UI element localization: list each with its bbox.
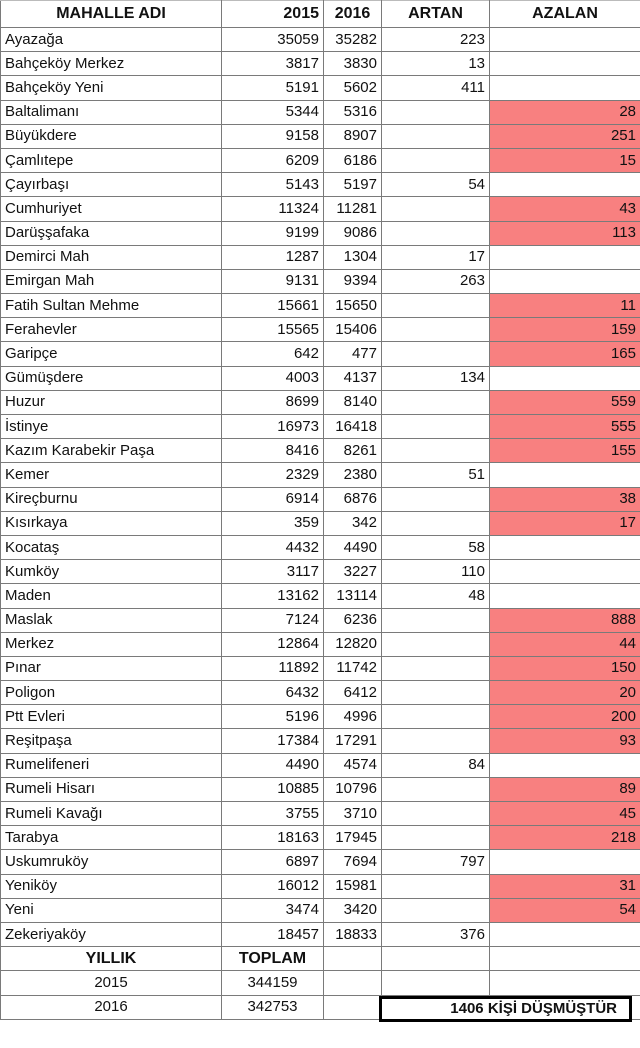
table-row [1, 705, 640, 729]
cell-azalan [490, 76, 640, 100]
table-row [1, 874, 640, 898]
cell-2015: 3817 [222, 52, 324, 76]
cell-2016: 8907 [324, 124, 382, 148]
empty-cell [382, 947, 490, 971]
cell-2015: 11892 [222, 656, 324, 680]
cell-artan [382, 487, 490, 511]
table-row [1, 560, 640, 584]
header-row [1, 1, 640, 28]
cell-2015: 4490 [222, 753, 324, 777]
cell-artan [382, 390, 490, 414]
cell-mahalle: Reşitpaşa [1, 729, 222, 753]
cell-mahalle: Darüşşafaka [1, 221, 222, 245]
cell-mahalle: Çamlıtepe [1, 148, 222, 172]
cell-2015: 8699 [222, 390, 324, 414]
table-row [1, 245, 640, 269]
table-row [1, 269, 640, 293]
cell-mahalle: Cumhuriyet [1, 197, 222, 221]
cell-2016: 3830 [324, 52, 382, 76]
cell-2016: 1304 [324, 245, 382, 269]
cell-mahalle: Çayırbaşı [1, 173, 222, 197]
summary-year-header: YILLIK [1, 947, 222, 971]
cell-artan [382, 221, 490, 245]
table-row [1, 366, 640, 390]
cell-2016: 10796 [324, 777, 382, 801]
cell-2016: 4490 [324, 535, 382, 559]
cell-azalan: 155 [490, 439, 640, 463]
summary-total-header: TOPLAM [222, 947, 324, 971]
cell-mahalle: Zekeriyaköy [1, 922, 222, 946]
cell-artan [382, 705, 490, 729]
header-2016: 2016 [324, 1, 382, 28]
cell-2016: 2380 [324, 463, 382, 487]
cell-2016: 3710 [324, 802, 382, 826]
table-row [1, 463, 640, 487]
cell-2016: 4574 [324, 753, 382, 777]
cell-artan: 263 [382, 269, 490, 293]
table-row [1, 28, 640, 52]
cell-azalan: 218 [490, 826, 640, 850]
cell-artan [382, 681, 490, 705]
cell-mahalle: Rumeli Hisarı [1, 777, 222, 801]
cell-artan [382, 148, 490, 172]
cell-2015: 3117 [222, 560, 324, 584]
cell-mahalle: Maden [1, 584, 222, 608]
cell-2016: 5316 [324, 100, 382, 124]
table-row [1, 148, 640, 172]
cell-2016: 477 [324, 342, 382, 366]
cell-azalan: 251 [490, 124, 640, 148]
cell-mahalle: Maslak [1, 608, 222, 632]
cell-artan: 134 [382, 366, 490, 390]
cell-artan [382, 874, 490, 898]
cell-2015: 16012 [222, 874, 324, 898]
cell-azalan: 20 [490, 681, 640, 705]
cell-2016: 18833 [324, 922, 382, 946]
cell-artan [382, 608, 490, 632]
cell-azalan [490, 463, 640, 487]
cell-2016: 35282 [324, 28, 382, 52]
cell-azalan [490, 173, 640, 197]
summary-year: 2015 [1, 971, 222, 995]
cell-azalan [490, 28, 640, 52]
table-row [1, 656, 640, 680]
table-row [1, 439, 640, 463]
cell-2015: 6914 [222, 487, 324, 511]
cell-azalan: 200 [490, 705, 640, 729]
cell-artan [382, 729, 490, 753]
cell-artan: 223 [382, 28, 490, 52]
table-row [1, 390, 640, 414]
empty-cell [490, 971, 640, 995]
table-row [1, 922, 640, 946]
summary-total: 344159 [222, 971, 324, 995]
cell-mahalle: Bahçeköy Yeni [1, 76, 222, 100]
cell-mahalle: Kumköy [1, 560, 222, 584]
cell-artan [382, 898, 490, 922]
table-row [1, 584, 640, 608]
cell-2016: 17291 [324, 729, 382, 753]
cell-azalan: 113 [490, 221, 640, 245]
cell-2015: 3474 [222, 898, 324, 922]
cell-azalan: 28 [490, 100, 640, 124]
cell-2016: 15650 [324, 294, 382, 318]
table-row [1, 100, 640, 124]
cell-2015: 2329 [222, 463, 324, 487]
empty-cell [324, 971, 382, 995]
cell-mahalle: Tarabya [1, 826, 222, 850]
cell-azalan [490, 560, 640, 584]
table-row [1, 535, 640, 559]
table-row [1, 342, 640, 366]
cell-2015: 1287 [222, 245, 324, 269]
empty-cell [324, 995, 382, 1019]
cell-mahalle: Kemer [1, 463, 222, 487]
header-azalan: AZALAN [490, 1, 640, 28]
cell-azalan: 89 [490, 777, 640, 801]
cell-azalan: 888 [490, 608, 640, 632]
cell-artan: 411 [382, 76, 490, 100]
cell-2015: 9199 [222, 221, 324, 245]
cell-azalan: 555 [490, 415, 640, 439]
cell-2015: 13162 [222, 584, 324, 608]
cell-2015: 4432 [222, 535, 324, 559]
cell-2015: 8416 [222, 439, 324, 463]
cell-2016: 8261 [324, 439, 382, 463]
cell-artan: 58 [382, 535, 490, 559]
cell-artan: 13 [382, 52, 490, 76]
cell-2016: 4996 [324, 705, 382, 729]
cell-2015: 6432 [222, 681, 324, 705]
cell-2015: 642 [222, 342, 324, 366]
cell-2015: 5196 [222, 705, 324, 729]
cell-2016: 3420 [324, 898, 382, 922]
table-row [1, 802, 640, 826]
table-row [1, 850, 640, 874]
cell-2016: 6186 [324, 148, 382, 172]
cell-2016: 15406 [324, 318, 382, 342]
cell-azalan: 38 [490, 487, 640, 511]
cell-2016: 5197 [324, 173, 382, 197]
cell-2015: 5344 [222, 100, 324, 124]
cell-mahalle: Pınar [1, 656, 222, 680]
cell-2015: 15661 [222, 294, 324, 318]
header-2015: 2015 [222, 1, 324, 28]
cell-2015: 15565 [222, 318, 324, 342]
cell-mahalle: Ptt Evleri [1, 705, 222, 729]
cell-artan [382, 124, 490, 148]
cell-mahalle: Ayazağa [1, 28, 222, 52]
table-row [1, 221, 640, 245]
cell-2015: 17384 [222, 729, 324, 753]
cell-artan [382, 656, 490, 680]
cell-artan: 17 [382, 245, 490, 269]
cell-2015: 18163 [222, 826, 324, 850]
cell-mahalle: Huzur [1, 390, 222, 414]
cell-mahalle: Garipçe [1, 342, 222, 366]
table-row [1, 681, 640, 705]
cell-artan: 84 [382, 753, 490, 777]
cell-artan [382, 294, 490, 318]
cell-artan [382, 342, 490, 366]
cell-2016: 11281 [324, 197, 382, 221]
cell-azalan: 150 [490, 656, 640, 680]
cell-mahalle: Uskumruköy [1, 850, 222, 874]
cell-mahalle: İstinye [1, 415, 222, 439]
cell-azalan [490, 850, 640, 874]
cell-2016: 13114 [324, 584, 382, 608]
cell-mahalle: Kocataş [1, 535, 222, 559]
cell-artan: 797 [382, 850, 490, 874]
cell-2015: 359 [222, 511, 324, 535]
cell-mahalle: Bahçeköy Merkez [1, 52, 222, 76]
cell-mahalle: Ferahevler [1, 318, 222, 342]
cell-mahalle: Yeni [1, 898, 222, 922]
cell-2016: 8140 [324, 390, 382, 414]
table-row [1, 777, 640, 801]
cell-mahalle: Büyükdere [1, 124, 222, 148]
cell-2015: 5143 [222, 173, 324, 197]
table-row [1, 52, 640, 76]
cell-artan [382, 197, 490, 221]
table-row [1, 753, 640, 777]
cell-artan: 48 [382, 584, 490, 608]
cell-azalan: 44 [490, 632, 640, 656]
cell-mahalle: Kazım Karabekir Paşa [1, 439, 222, 463]
table-row [1, 415, 640, 439]
cell-azalan: 31 [490, 874, 640, 898]
table-row [1, 826, 640, 850]
cell-artan: 54 [382, 173, 490, 197]
cell-2015: 4003 [222, 366, 324, 390]
cell-2016: 342 [324, 511, 382, 535]
cell-azalan [490, 366, 640, 390]
cell-azalan [490, 584, 640, 608]
empty-cell [490, 947, 640, 971]
cell-artan [382, 415, 490, 439]
cell-2016: 7694 [324, 850, 382, 874]
cell-2015: 11324 [222, 197, 324, 221]
cell-artan: 51 [382, 463, 490, 487]
cell-artan [382, 511, 490, 535]
cell-2016: 3227 [324, 560, 382, 584]
cell-2015: 16973 [222, 415, 324, 439]
cell-mahalle: Yeniköy [1, 874, 222, 898]
cell-mahalle: Emirgan Mah [1, 269, 222, 293]
cell-2016: 4137 [324, 366, 382, 390]
table-row [1, 487, 640, 511]
cell-artan [382, 439, 490, 463]
cell-azalan [490, 535, 640, 559]
table-row [1, 197, 640, 221]
cell-2015: 6897 [222, 850, 324, 874]
summary-year: 2016 [1, 995, 222, 1019]
cell-2016: 11742 [324, 656, 382, 680]
cell-2016: 5602 [324, 76, 382, 100]
cell-2015: 3755 [222, 802, 324, 826]
cell-azalan: 15 [490, 148, 640, 172]
cell-azalan [490, 753, 640, 777]
summary-row [1, 971, 640, 995]
cell-azalan: 45 [490, 802, 640, 826]
cell-mahalle: Gümüşdere [1, 366, 222, 390]
cell-2015: 7124 [222, 608, 324, 632]
cell-2015: 9158 [222, 124, 324, 148]
cell-azalan [490, 922, 640, 946]
cell-artan [382, 777, 490, 801]
cell-azalan: 11 [490, 294, 640, 318]
cell-2015: 35059 [222, 28, 324, 52]
table-row [1, 511, 640, 535]
cell-2016: 17945 [324, 826, 382, 850]
summary-header-row [1, 947, 640, 971]
cell-mahalle: Kısırkaya [1, 511, 222, 535]
cell-2016: 6876 [324, 487, 382, 511]
cell-azalan [490, 52, 640, 76]
cell-artan [382, 802, 490, 826]
cell-mahalle: Fatih Sultan Mehme [1, 294, 222, 318]
cell-artan [382, 318, 490, 342]
table-row [1, 729, 640, 753]
table-row [1, 124, 640, 148]
table-row [1, 632, 640, 656]
cell-artan: 376 [382, 922, 490, 946]
cell-azalan: 165 [490, 342, 640, 366]
cell-2016: 12820 [324, 632, 382, 656]
header-mahalle: MAHALLE ADI [1, 1, 222, 28]
cell-2016: 9394 [324, 269, 382, 293]
cell-2015: 12864 [222, 632, 324, 656]
cell-azalan: 43 [490, 197, 640, 221]
cell-mahalle: Rumelifeneri [1, 753, 222, 777]
cell-2015: 6209 [222, 148, 324, 172]
table-row [1, 318, 640, 342]
table-row [1, 76, 640, 100]
cell-2015: 5191 [222, 76, 324, 100]
cell-mahalle: Merkez [1, 632, 222, 656]
cell-2016: 9086 [324, 221, 382, 245]
table-row [1, 294, 640, 318]
cell-azalan: 93 [490, 729, 640, 753]
empty-cell [324, 947, 382, 971]
summary-note: 1406 KİŞİ DÜŞMÜŞTÜR [379, 996, 632, 1022]
cell-2016: 16418 [324, 415, 382, 439]
header-artan: ARTAN [382, 1, 490, 28]
cell-artan [382, 100, 490, 124]
cell-mahalle: Demirci Mah [1, 245, 222, 269]
cell-azalan: 54 [490, 898, 640, 922]
cell-azalan: 17 [490, 511, 640, 535]
cell-mahalle: Baltalimanı [1, 100, 222, 124]
cell-2016: 6412 [324, 681, 382, 705]
table-row [1, 898, 640, 922]
cell-mahalle: Rumeli Kavağı [1, 802, 222, 826]
cell-2015: 10885 [222, 777, 324, 801]
cell-mahalle: Kireçburnu [1, 487, 222, 511]
table-row [1, 608, 640, 632]
cell-azalan: 559 [490, 390, 640, 414]
cell-2016: 6236 [324, 608, 382, 632]
cell-artan: 110 [382, 560, 490, 584]
cell-mahalle: Poligon [1, 681, 222, 705]
cell-2015: 18457 [222, 922, 324, 946]
cell-azalan [490, 245, 640, 269]
cell-azalan [490, 269, 640, 293]
summary-total: 342753 [222, 995, 324, 1019]
cell-azalan: 159 [490, 318, 640, 342]
cell-2016: 15981 [324, 874, 382, 898]
cell-2015: 9131 [222, 269, 324, 293]
cell-artan [382, 826, 490, 850]
table-row [1, 173, 640, 197]
cell-artan [382, 632, 490, 656]
empty-cell [382, 971, 490, 995]
